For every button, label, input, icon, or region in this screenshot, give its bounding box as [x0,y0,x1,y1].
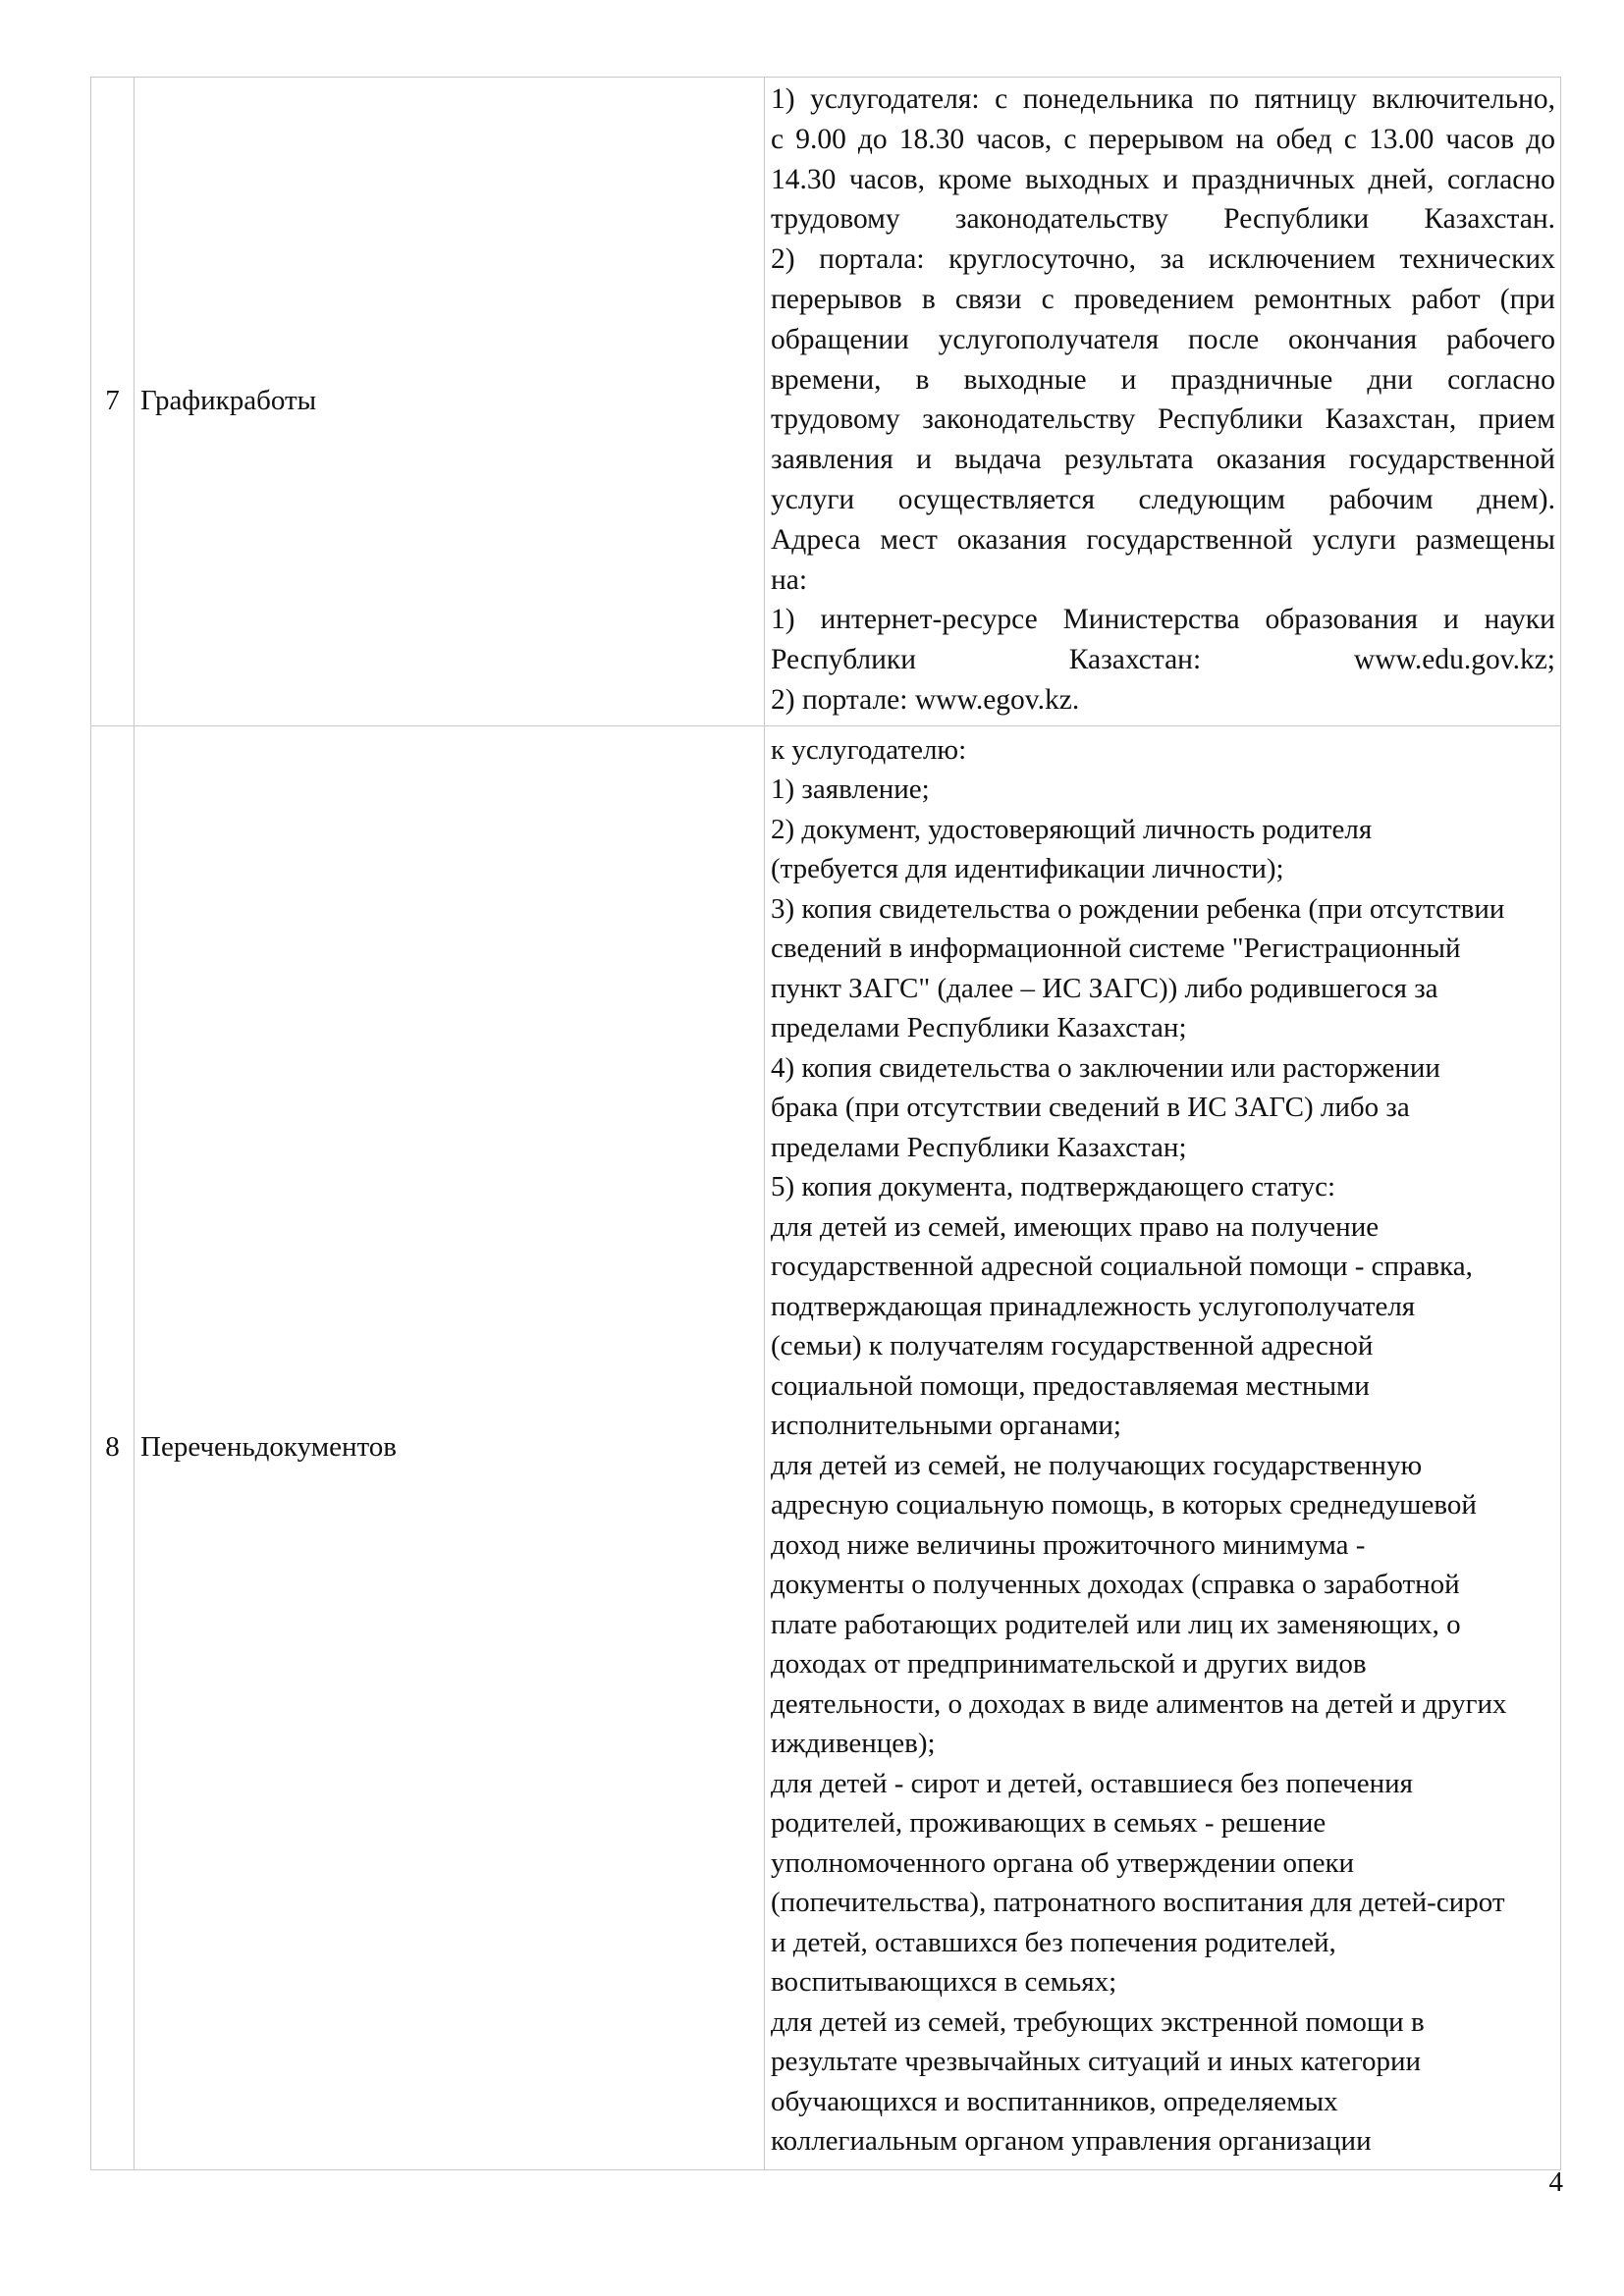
word: Республики [771,644,916,676]
word: выходные [963,363,1087,396]
word: Республики [1223,203,1370,236]
word: технических [1399,243,1555,276]
word: рабочим [1328,483,1434,515]
word: с [1041,283,1055,315]
word: на [1235,123,1265,155]
word: 13.00 [1368,123,1435,155]
text-line [765,520,1560,561]
text-line [765,600,1560,640]
word: и [1443,604,1459,636]
text-line: для детей из семей, не получающих государственную [771,1449,1423,1481]
word: и [916,444,932,476]
row-description [765,725,1561,2169]
word: с [1063,123,1077,155]
text-line: 3) копия свидетельства о рождении ребенка (при отсутствии [771,892,1505,925]
word: и [1120,363,1137,396]
text-line: сведений в информационной системе "Регистрационный [771,933,1461,965]
word: Республики [1158,403,1304,436]
word: проведением [1073,283,1235,315]
text-line: доходах от предпринимательской и других видов [771,1648,1367,1681]
word: часов, [848,163,925,195]
word: связи [954,283,1022,315]
text-line: коллегиальным органом управления организации [771,2125,1372,2158]
word: за [1160,243,1185,276]
text-line: (попечительства), патронатного воспитания для детей-сирот [771,1887,1505,1919]
word: кроме [938,163,1012,195]
services-table [90,77,1561,2170]
row-number: 7 [91,78,135,726]
word: интернет-ресурсе [820,604,1038,636]
text-line: деятельности, о доходах в виде алиментов на детей и других [771,1687,1507,1720]
word: по [1209,83,1239,115]
word: с [1343,123,1357,155]
text-line [765,160,1560,200]
text-line: пределами Республики Казахстан; [771,1131,1187,1163]
text-line: результате чрезвычайных ситуаций и иных категории [771,2046,1422,2078]
text-line: 1) заявление; [771,774,930,806]
word: согласно [1447,363,1555,396]
text-line: иждивенцев); [771,1728,936,1760]
row-description [765,78,1561,726]
work-schedule-text [765,78,1560,725]
text-line: брака (при отсутствии сведений в ИС ЗАГС) либо за [771,1092,1410,1124]
text-line [765,400,1560,440]
text-line [765,440,1560,480]
text-line [765,561,1560,601]
text-line: к услугодателю: [771,733,967,766]
word: мест [880,523,938,556]
word: законодательству [954,203,1168,236]
word: включительно, [1372,83,1555,115]
word: Казахстан. [1424,203,1555,236]
text-line: доход ниже величины прожиточного минимума - [771,1528,1366,1561]
word: Министерства [1062,604,1240,636]
word: 2) [771,243,795,276]
word: услугополучателя [938,323,1160,355]
text-line [765,640,1560,680]
text-line: пункт ЗАГС" (далее – ИС ЗАГС)) либо родившегося за [771,972,1438,1004]
text-line: государственной адресной социальной помощи - справка, [771,1251,1473,1283]
text-line: для детей - сирот и детей, оставшиеся без попечения [771,1767,1413,1799]
word: обращении [771,323,909,355]
text-line [765,480,1560,520]
text-line: для детей из семей, требующих экстренной помощи в [771,2005,1425,2038]
word: науки [1484,604,1555,636]
text-line [765,240,1560,280]
word: результата [1063,444,1194,476]
word: 2) [771,683,795,716]
text-line: пределами Республики Казахстан; [771,1012,1187,1044]
text-line: подтверждающая принадлежность услугополучателя [771,1290,1416,1322]
word: перерывом [1088,123,1224,155]
word: выходных [1025,163,1150,195]
word: ремонтных [1254,283,1392,315]
word: круглосуточно, [948,243,1137,276]
row-name: Переченьдокументов [135,725,765,2169]
word: часов [1445,123,1515,155]
word: (при [1499,283,1555,315]
word: обед [1275,123,1332,155]
word: в [915,363,930,396]
word: www.egov.kz. [914,683,1080,716]
text-line: 2) документ, удостоверяющий личность родителя [771,813,1373,845]
word: Адреса [771,523,861,556]
text-line: воспитывающихся в семьях; [771,1966,1117,1999]
text-line: уполномоченного органа об утверждении опеки [771,1846,1355,1879]
word: 1) [771,604,795,636]
table-row [91,725,1561,2169]
word: днем). [1477,483,1555,515]
word: государственной [1086,523,1293,556]
word: размещены [1415,523,1555,556]
word: портале: [801,683,908,716]
word: 1) [771,83,795,115]
word: пятницу [1254,83,1357,115]
text-line [765,680,1560,721]
text-line: социальной помощи, предоставляемая местными [771,1369,1370,1402]
word: понедельника [1022,83,1194,115]
word: Казахстан, [1325,403,1457,436]
word: дни [1367,363,1413,396]
word: Казахстан: [1068,644,1202,676]
word: до [1526,123,1555,155]
text-line [765,320,1560,360]
text-line: (семьи) к получателям государственной адресной [771,1330,1374,1362]
word: 14.30 [771,163,837,195]
text-line: исполнительными органами; [771,1410,1121,1442]
word: следующим [1138,483,1286,515]
word: оказания [956,523,1067,556]
text-line: документы о полученных доходах (справка о заработной [771,1569,1460,1601]
word: осуществляется [897,483,1096,515]
text-line [765,360,1560,400]
text-line: адресную социальную помощь, в которых среднедушевой [771,1489,1477,1522]
word: перерывов [771,283,902,315]
word: после [1188,323,1260,355]
word: портала: [819,243,925,276]
text-line [765,120,1560,160]
text-line [765,199,1560,240]
word: образования [1265,604,1419,636]
word: законодательству [922,403,1136,436]
page-number: 4 [1548,2166,1563,2198]
word: согласно [1447,163,1555,195]
text-line: обучающихся и воспитанников, определяемых [771,2085,1338,2117]
word: государственной [1348,444,1555,476]
text-line: для детей из семей, имеющих право на получение [771,1210,1380,1243]
word: оказания [1216,444,1326,476]
word: www.edu.gov.kz; [1353,644,1555,676]
word: в [921,283,936,315]
row-number: 8 [91,725,135,2169]
word: услуги [1312,523,1396,556]
word: 9.00 [795,123,846,155]
word: на: [771,563,808,596]
word: услуги [771,483,855,515]
table-row [91,78,1561,726]
word: часов, [976,123,1053,155]
word: прием [1478,403,1555,436]
word: праздничные [1170,363,1333,396]
text-line: плате работающих родителей или лиц их заменяющих, о [771,1608,1461,1640]
word: окончания [1288,323,1418,355]
text-line [765,80,1560,120]
row-name: Графикработы [135,78,765,726]
word: 18.30 [898,123,965,155]
text-line: родителей, проживающих в семьях - решение [771,1807,1326,1840]
text-line: 4) копия свидетельства о заключении или расторжении [771,1051,1440,1084]
documents-list-text [765,726,1560,2169]
word: праздничных [1191,163,1355,195]
text-line: (требуется для идентификации личности); [771,853,1284,885]
text-line: и детей, оставшихся без попечения родителей, [771,1926,1336,1958]
word: трудовому [771,403,900,436]
word: заявления [771,444,893,476]
word: с [771,123,785,155]
word: исключением [1208,243,1376,276]
word: трудовому [771,203,900,236]
text-line: 5) копия документа, подтверждающего статус: [771,1171,1336,1203]
word: услугодателя: [810,83,980,115]
word: дней, [1368,163,1435,195]
word: с [995,83,1008,115]
word: до [857,123,888,155]
word: выдача [954,444,1042,476]
word: работ [1411,283,1481,315]
word: рабочего [1446,323,1555,355]
word: времени, [771,363,882,396]
word: и [1163,163,1178,195]
text-line [765,280,1560,320]
